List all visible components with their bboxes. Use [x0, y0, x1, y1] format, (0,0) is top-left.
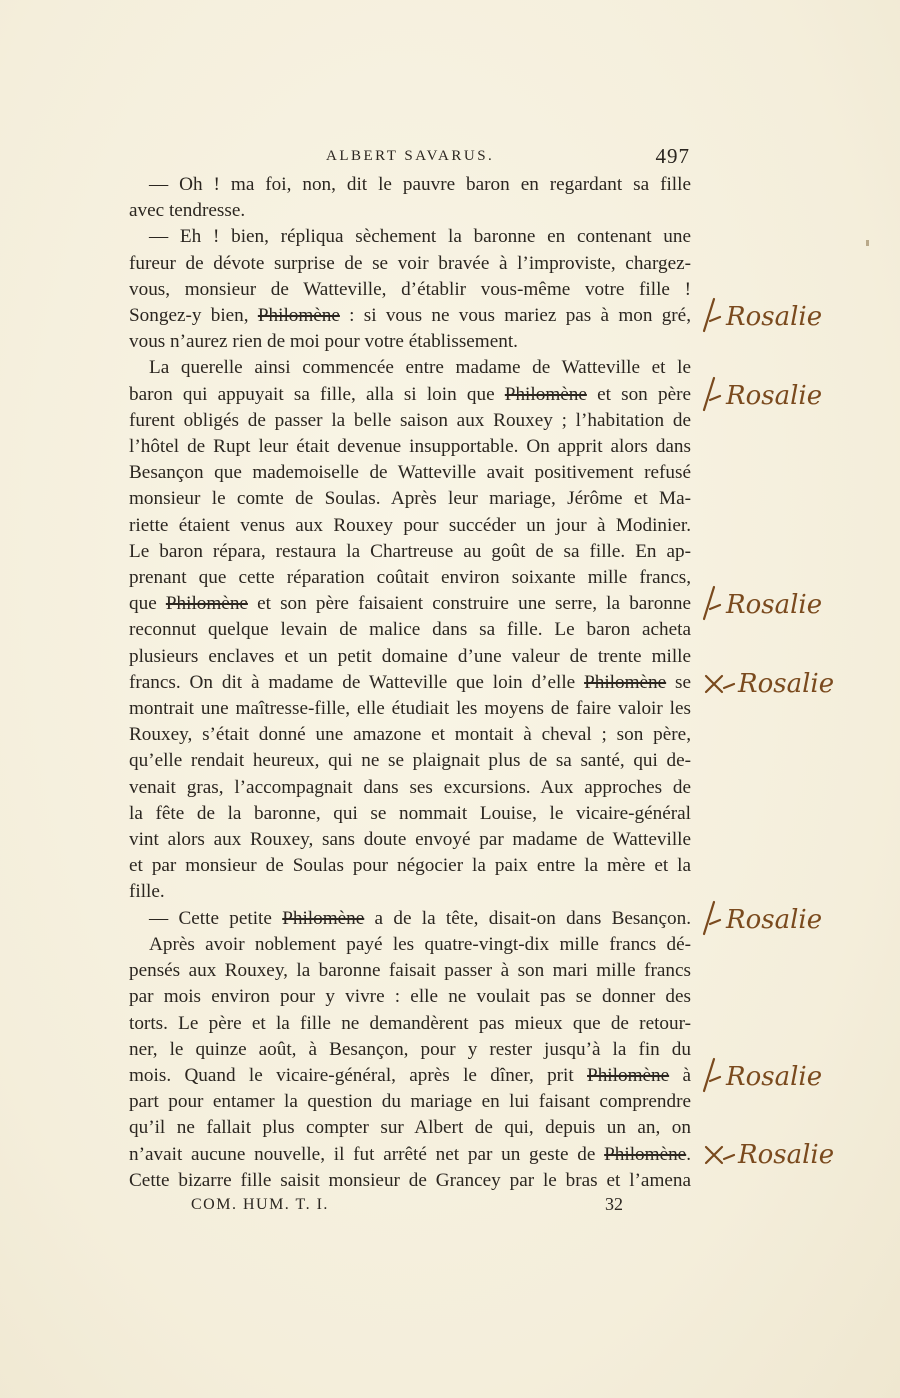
text-line [129, 1168, 691, 1194]
text-line [129, 1115, 691, 1141]
text-line [129, 644, 691, 670]
text-line [129, 513, 691, 539]
text-run: l’hôtel de Rupt leur était devenue insupportable. On apprit alors dans [129, 436, 691, 458]
text-run: torts. Le père et la fille ne demandèrent pas mieux que de retour- [129, 1012, 691, 1034]
text-run: vous n’aurez rien de moi pour votre établissement. [129, 331, 518, 353]
text-run: La querelle ainsi commencée entre madame de Watteville et le [149, 357, 691, 379]
text-line [129, 801, 691, 827]
text-line [129, 539, 691, 565]
text-run: vint alors aux Rouxey, sans doute envoyé par madame de Watteville [129, 829, 691, 851]
text-line [129, 879, 691, 905]
handwriting-svg [700, 1051, 870, 1095]
text-line [129, 434, 691, 460]
struck-name: Philomène [587, 1064, 670, 1086]
text-line [129, 748, 691, 774]
text-line [129, 251, 691, 277]
handwritten-name: Rosalie [726, 302, 823, 332]
text-run: part pour entamer la question du mariage en lui faisant comprendre [129, 1091, 691, 1113]
handwriting-svg [700, 894, 870, 938]
text-line [129, 382, 691, 408]
text-run: reconnut quelque levain de malice dans sa fille. Le baron acheta [129, 619, 691, 641]
text-run: que [129, 593, 166, 615]
handwritten-note [700, 579, 870, 623]
text-run: Le baron répara, restaura la Chartreuse au goût de sa fille. En ap- [129, 540, 691, 562]
text-line [129, 172, 691, 198]
handwritten-name: Rosalie [726, 590, 823, 621]
struck-name: Philomène [257, 305, 340, 327]
handwritten-note [700, 658, 870, 702]
text-line [129, 198, 691, 224]
text-line [129, 958, 691, 984]
body-text [129, 172, 691, 1194]
text-line [129, 775, 691, 801]
signature-number: 32 [605, 1194, 623, 1214]
text-line [129, 277, 691, 303]
insertion-slash-mark [704, 902, 720, 934]
text-line [129, 1037, 691, 1063]
text-line [129, 1089, 691, 1115]
page-header [128, 144, 690, 172]
text-run: . [686, 1143, 691, 1165]
text-line [129, 670, 691, 696]
text-line [129, 565, 691, 591]
margin-mark [866, 240, 869, 246]
running-title: ALBERT SAVARUS. [326, 148, 495, 164]
text-run: la fête de la baronne, qui se nommait Louise, le vicaire-général [129, 802, 691, 824]
text-line [129, 984, 691, 1010]
text-line [129, 408, 691, 434]
text-run: n’avait aucune nouvelle, il fut arrêté net par un geste de [129, 1143, 605, 1165]
struck-name: Philomène [165, 593, 248, 615]
text-line [129, 906, 691, 932]
text-run: monsieur le comte de Soulas. Après leur mariage, Jérôme et Ma- [129, 488, 691, 510]
handwriting-svg [700, 579, 870, 623]
text-run: Songez-y bien, [129, 305, 258, 327]
text-run: montrait une maîtresse-fille, elle étudiait les moyens de faire valoir les [129, 698, 691, 720]
text-run: pensés aux Rouxey, la baronne faisait passer à son mari mille francs [129, 960, 691, 982]
text-run: et par monsieur de Soulas pour négocier la paix entre la mère et la [129, 855, 691, 877]
page-number: 497 [655, 144, 690, 168]
insertion-cross-mark [706, 676, 734, 692]
handwritten-name: Rosalie [738, 1140, 835, 1171]
text-line [129, 722, 691, 748]
text-run: baron qui appuyait sa fille, alla si loin que [129, 383, 505, 405]
insertion-cross-mark [706, 1147, 734, 1163]
text-run: ner, le quinze août, à Besançon, pour y rester jusqu’à la fin du [129, 1038, 691, 1060]
handwriting-svg [700, 1129, 870, 1173]
text-run: avec tendresse. [129, 200, 246, 222]
text-line [129, 224, 691, 250]
text-run: furent obligés de passer la belle saison aux Rouxey ; l’habitation de [129, 409, 691, 431]
text-run: mois. Quand le vicaire-général, après le dîner, prit [129, 1064, 588, 1086]
text-line [129, 303, 691, 329]
text-run: qu’elle rendait heureux, qui ne se plaignait plus de sa santé, qui de- [129, 750, 691, 772]
text-line [129, 617, 691, 643]
text-run: vous, monsieur de Watteville, d’établir vous-même votre fille ! [129, 278, 691, 300]
text-line [129, 1142, 691, 1168]
text-run: Cette bizarre fille saisit monsieur de Grancey par le bras et l’amena [129, 1169, 691, 1191]
handwritten-name: Rosalie [726, 380, 823, 411]
text-run: plusieurs enclaves et un petit domaine d’une valeur de trente mille [129, 645, 691, 667]
struck-name: Philomène [504, 383, 587, 405]
struck-name: Philomène [584, 671, 667, 693]
text-line [129, 591, 691, 617]
handwritten-note [700, 370, 870, 414]
text-line [129, 1063, 691, 1089]
insertion-slash-mark [704, 1059, 720, 1091]
insertion-slash-mark [704, 587, 720, 619]
text-run: fille. [129, 881, 165, 903]
text-run: Après avoir noblement payé les quatre-vingt-dix mille francs dé- [149, 933, 691, 955]
struck-name: Philomène [604, 1143, 687, 1165]
text-line [129, 932, 691, 958]
text-run: — Cette petite [149, 907, 283, 929]
text-run: : si vous ne vous mariez pas à mon gré, [339, 305, 691, 327]
page-footer [129, 1196, 691, 1220]
handwritten-note [700, 291, 870, 335]
text-run: par mois environ pour y vivre : elle ne voulait pas se donner des [129, 986, 691, 1008]
text-line [129, 853, 691, 879]
handwritten-note [700, 1129, 870, 1173]
handwriting-svg [700, 658, 870, 702]
text-line [129, 696, 691, 722]
text-run: et son père [586, 383, 691, 405]
text-run: a de la tête, disait-on dans Besançon. [364, 907, 691, 929]
text-run: à [669, 1064, 691, 1086]
text-line [129, 486, 691, 512]
insertion-slash-mark [704, 299, 720, 331]
printer-signature: COM. HUM. T. I. [191, 1196, 329, 1213]
text-line [129, 355, 691, 381]
handwritten-name: Rosalie [726, 904, 823, 935]
handwritten-name: Rosalie [738, 668, 835, 699]
handwritten-name: Rosalie [726, 1061, 823, 1092]
text-run: venait gras, l’accompagnait dans ses excursions. Aux approches de [129, 776, 691, 798]
text-run: — Oh ! ma foi, non, dit le pauvre baron en regardant sa fille [149, 174, 691, 195]
text-run: riette étaient venus aux Rouxey pour succéder un jour à Modinier. [129, 514, 691, 536]
text-line [129, 827, 691, 853]
text-run: prenant que cette réparation coûtait environ soixante mille francs, [129, 567, 691, 589]
handwritten-note [700, 1051, 870, 1095]
text-line [129, 460, 691, 486]
handwriting-svg [700, 370, 870, 414]
text-run: — Eh ! bien, répliqua sèchement la baronne en contenant une [149, 226, 691, 248]
text-run: qu’il ne fallait plus compter sur Albert de qui, depuis un an, on [129, 1117, 691, 1139]
text-run: Besançon que mademoiselle de Watteville avait positivement refusé [129, 462, 691, 484]
text-run: Rouxey, s’était donné une amazone et montait à cheval ; son père, [129, 724, 691, 746]
text-run: se [666, 671, 692, 693]
handwritten-note [700, 894, 870, 938]
handwriting-svg [700, 291, 870, 335]
text-run: francs. On dit à madame de Watteville que loin d’elle [129, 671, 585, 693]
insertion-slash-mark [704, 378, 720, 410]
struck-name: Philomène [282, 907, 365, 929]
text-run: et son père faisaient construire une serre, la baronne [247, 593, 691, 615]
text-run: fureur de dévote surprise de se voir bravée à l’improviste, chargez- [129, 252, 691, 274]
text-line [129, 1011, 691, 1037]
text-line [129, 329, 691, 355]
